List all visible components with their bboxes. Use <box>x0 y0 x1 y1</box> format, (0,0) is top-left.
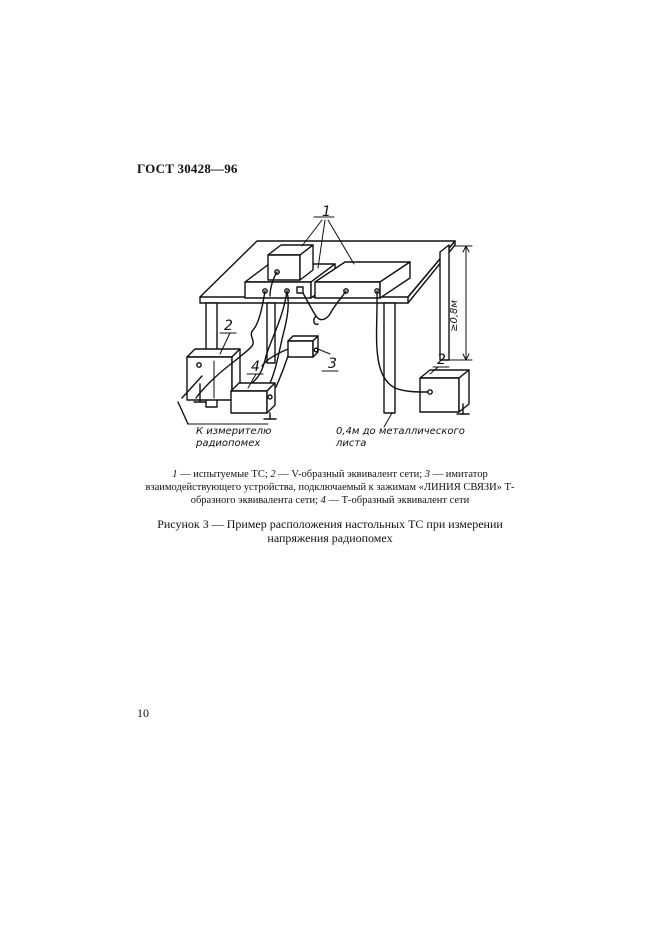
label-t-network: 4 <box>251 359 260 375</box>
figure-caption: Рисунок 3 — Пример расположения настольных ТС при измерении напряжения радиопомех <box>157 517 503 545</box>
legend-text-4: — Т-образный эквивалент сети <box>325 495 470 506</box>
sheet-distance-line-1: 0,4м до металлического <box>336 426 465 437</box>
sheet-distance-line-2: листа <box>336 438 367 449</box>
legend-num-4: 4 <box>320 495 326 506</box>
document-header: ГОСТ 30428—96 <box>137 161 238 176</box>
label-simulator: 3 <box>328 356 337 372</box>
legend-text-3: — имитатор взаимодействующего устройства, подключаемый к зажимам «ЛИНИЯ СВЯЗИ» Т-образного эквивалента сети; <box>145 469 515 506</box>
label-tested-equipment: 1 <box>322 204 331 220</box>
label-3-leader <box>318 349 330 354</box>
legend-num-1: 1 <box>172 469 178 480</box>
label-v-network-right: 2 <box>437 352 446 368</box>
legend-text-2: — V-образный эквивалент сети; <box>275 469 425 480</box>
legend-text-1: — испытуемые ТС; <box>177 469 271 480</box>
sheet-distance-leader <box>384 413 392 427</box>
figure-legend <box>140 468 520 507</box>
legend-num-2: 2 <box>270 469 276 480</box>
t-network <box>231 383 276 419</box>
page-number: 10 <box>137 706 149 720</box>
height-label: ≥0,8м <box>449 300 460 332</box>
meter-label-line-1: К измерителю <box>196 426 272 437</box>
label-v-network-left: 2 <box>224 318 233 334</box>
legend-num-3: 3 <box>424 469 431 480</box>
meter-label-line-2: радиопомех <box>196 438 261 449</box>
simulator-box <box>288 336 318 357</box>
